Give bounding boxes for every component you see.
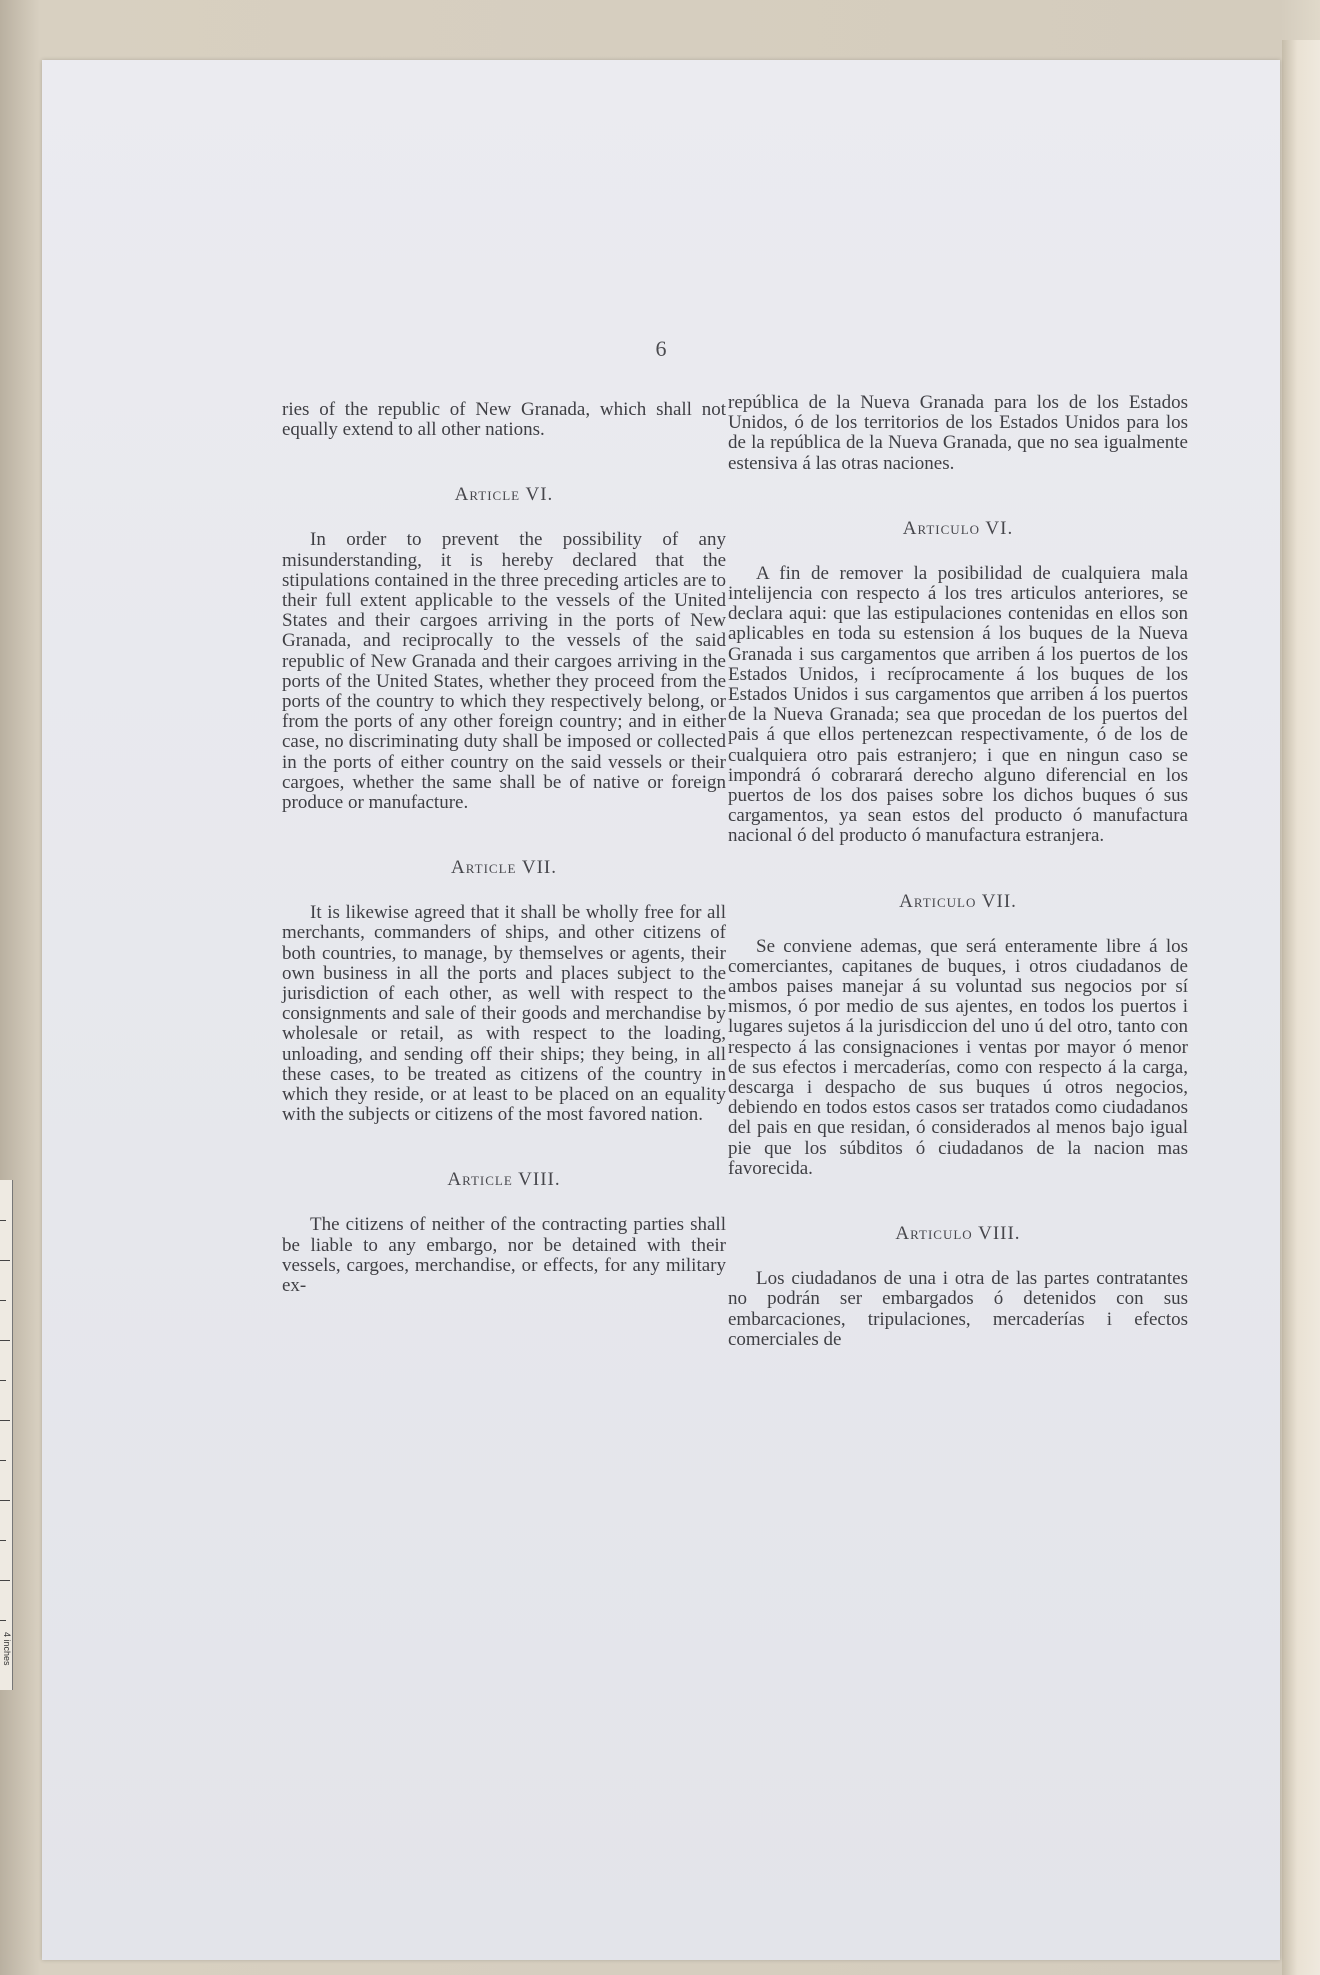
spanish-column bbox=[728, 393, 1188, 1350]
english-column bbox=[282, 400, 726, 1296]
spanish-article-7-text: Se conviene ademas, que será enteramente libre á los comerciantes, capitanes de buques, i otros ciudadanos de ambos paises manejar á su voluntad sus negocios por sí mismos, ó por medio de sus ajentes, en todos los puertos i lugares sujetos á la jurisdiccion del uno ú del otro, tanto con respecto á las consignaciones i ventas por mayor ó menor de sus efectos i mercaderías, como con respecto á la carga, descarga i despacho de sus buques ú otros negocios, debiendo en todos estos casos ser tratados como ciudadanos del pais en que residan, ó considerados al menos bajo igual pie que los súbditos ó ciudadanos de la nacion mas favorecida. bbox=[728, 935, 1188, 1179]
english-article-8-text: The citizens of neither of the contracting parties shall be liable to any embargo, nor be detained with their vessels, cargoes, merchandise, or effects, for any military ex- bbox=[282, 1214, 726, 1297]
spanish-article-7-heading: Articulo VII. bbox=[899, 890, 1017, 912]
scale-label: 4 inches bbox=[2, 1632, 12, 1666]
spanish-article-8-heading: Articulo VIII. bbox=[895, 1223, 1021, 1245]
spanish-article-6-heading: Articulo VI. bbox=[902, 517, 1014, 539]
page-number: 6 bbox=[655, 336, 667, 361]
english-article-6-text: In order to prevent the possibility of any misunderstanding, it is hereby declared that the stipulations contained in the three preceding articles are to their full extent applicable to the vessels of the United States and their cargoes arriving in the ports of New Granada, and reciprocally to the vessels of the said republic of New Granada and their cargoes arriving in the ports of the United States, whether they proceed from the ports of the country to which they respectively belong, or from the ports of any other foreign country; and in either case, no discriminating duty shall be imposed or collected in the ports of either country on the said vessels or their cargoes, whether the same shall be of native or foreign produce or manufacture. bbox=[282, 529, 726, 814]
spanish-article-8-text: Los ciudadanos de una i otra de las partes contratantes no podrán ser embargados ó detenidos con sus embarcaciones, tripulaciones, mercaderías i efectos comerciales de bbox=[728, 1268, 1188, 1350]
english-article-7-heading: Article VII. bbox=[451, 857, 557, 879]
adjacent-sheet-edge bbox=[1282, 40, 1320, 1975]
english-article-7-text: It is likewise agreed that it shall be wholly free for all merchants, commanders of ships, and other citizens of both countries, to manage, by themselves or agents, their own business in all the ports and places subject to the jurisdiction of each other, as well with respect to the consignments and sale of their goods and merchandise by wholesale or retail, as with respect to the loading, unloading, and sending off their ships; they being, in all these cases, to be treated as citizens of the country in which they reside, or at least to be placed on an equality with the subjects or citizens of the most favored nation. bbox=[282, 902, 726, 1126]
spanish-continuation: república de la Nueva Granada para los de los Estados Unidos, ó de los territorios de los Estados Unidos para los de la república de la Nueva Granada, que no sea igualmente estensiva á las otras naciones. bbox=[728, 392, 1188, 474]
measurement-scale bbox=[0, 1180, 13, 1690]
english-article-6-heading: Article VI. bbox=[454, 484, 554, 506]
english-continuation: ries of the republic of New Granada, which shall not equally extend to all other nations. bbox=[282, 399, 726, 441]
spanish-article-6-text: A fin de remover la posibilidad de cualquiera mala intelijencia con respecto á los tres articulos anteriores, se declara aqui: que las estipulaciones contenidas en ellos son aplicables en toda su estension á los buques de la Nueva Granada i sus cargamentos que arriben á los puertos de los Estados Unidos, i recíprocamente á los buques de los Estados Unidos i sus cargamentos que arriben á los puertos de la Nueva Granada; sea que procedan de los puertos del pais á que ellos pertenezcan respectivamente, ó de los de cualquiera otro pais estranjero; i que en ningun caso se impondrá ó cobrarará derecho alguno diferencial en los puertos de los dos paises sobre los dichos buques ó sus cargamentos, ya sean estos del producto ó manufactura nacional ó del producto ó manufactura estranjera. bbox=[728, 562, 1188, 847]
english-article-8-heading: Article VIII. bbox=[447, 1169, 561, 1191]
